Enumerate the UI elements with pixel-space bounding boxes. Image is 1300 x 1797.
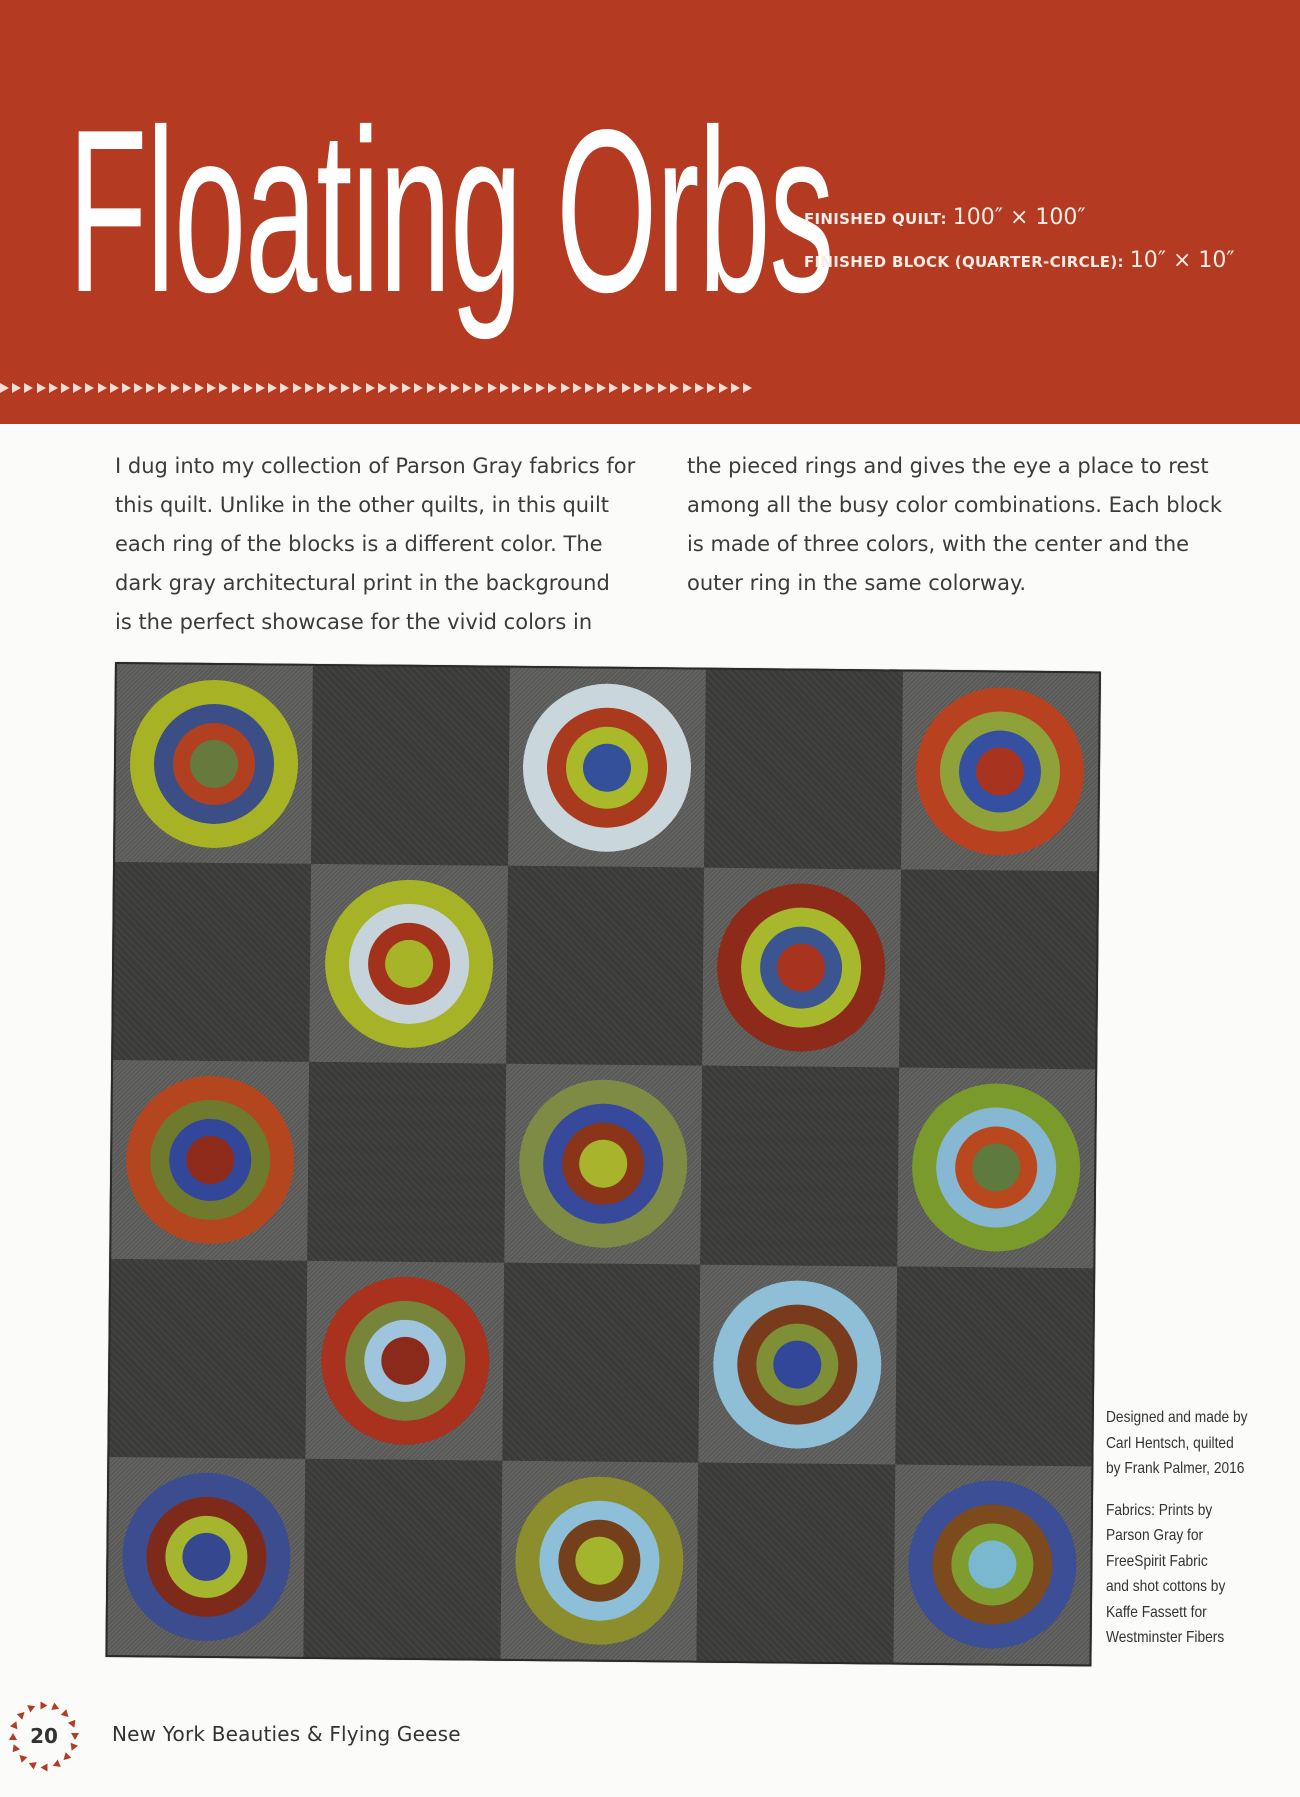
arrow-glyph-icon <box>37 383 46 393</box>
arrow-glyph-icon <box>183 383 192 393</box>
arrow-glyph-icon <box>12 383 21 393</box>
caption-line: Parson Gray for <box>1106 1527 1204 1544</box>
arrow-glyph-icon <box>61 383 70 393</box>
orb-ring <box>777 944 825 992</box>
caption-line: FreeSpirit Fabric <box>1106 1552 1208 1570</box>
quilt-block-plain <box>113 862 311 1062</box>
quilt-block-plain <box>506 866 704 1066</box>
triangle-ornament-icon <box>9 1733 17 1740</box>
quilt-block-plain <box>308 1062 506 1262</box>
arrow-glyph-icon <box>256 383 265 393</box>
text-line: this quilt. Unlike in the other quilts, in this quilt <box>115 493 610 517</box>
quilt-block-orb <box>504 1064 702 1264</box>
quilt-block-orb <box>702 868 900 1068</box>
spec-label: FINISHED QUILT: <box>804 210 947 228</box>
quilt-block-orb <box>897 1068 1095 1268</box>
arrow-glyph-icon <box>268 383 277 393</box>
quilt-block-orb <box>111 1060 309 1260</box>
arrow-glyph-icon <box>305 383 314 393</box>
arrow-glyph-icon <box>646 383 655 393</box>
arrow-glyph-icon <box>73 383 82 393</box>
paragraph <box>115 447 655 642</box>
arrow-glyph-icon <box>134 383 143 393</box>
quilt-block-orb <box>508 668 706 868</box>
arrow-glyph-icon <box>293 383 302 393</box>
caption-credits <box>1106 1405 1296 1482</box>
orb-ring <box>186 1136 234 1184</box>
quilt-block-plain <box>700 1066 898 1266</box>
arrow-glyph-icon <box>158 383 167 393</box>
quilt-block-orb <box>107 1457 305 1657</box>
orb-ring <box>384 940 432 988</box>
arrow-glyph-icon <box>378 383 387 393</box>
spec-finished-block <box>804 248 1235 291</box>
text-line: each ring of the blocks is a different color. The <box>115 532 603 556</box>
page-title: Floating Orbs <box>68 82 834 341</box>
arrow-glyph-icon <box>439 383 448 393</box>
orb-ring <box>972 1144 1020 1192</box>
arrow-glyph-icon <box>110 383 119 393</box>
arrow-glyph-icon <box>98 383 107 393</box>
quilt-specs <box>804 205 1235 291</box>
intro-text-right-column <box>687 447 1247 603</box>
quilt-block-orb <box>500 1461 698 1661</box>
orb-ring <box>381 1336 429 1384</box>
orb-ring <box>968 1540 1016 1588</box>
caption-line: and shot cottons by <box>1106 1578 1226 1595</box>
arrow-border-decoration <box>0 383 756 393</box>
orb-ring <box>575 1536 623 1584</box>
arrow-glyph-icon <box>24 383 33 393</box>
page-number: 20 <box>30 1724 58 1748</box>
text-line: outer ring in the same colorway. <box>687 571 1027 595</box>
quilt-photo <box>105 662 1101 1666</box>
arrow-glyph-icon <box>658 383 667 393</box>
quilt-block-plain <box>502 1262 700 1462</box>
caption-line: Fabrics: Prints by <box>1106 1501 1213 1519</box>
arrow-glyph-icon <box>146 383 155 393</box>
orb-ring <box>579 1140 627 1188</box>
arrow-glyph-icon <box>341 383 350 393</box>
intro-text-left-column <box>115 447 655 642</box>
arrow-glyph-icon <box>695 383 704 393</box>
arrow-glyph-icon <box>219 383 228 393</box>
arrow-glyph-icon <box>0 383 9 393</box>
triangle-ornament-icon <box>41 1701 48 1709</box>
arrow-glyph-icon <box>317 383 326 393</box>
quilt-block-plain <box>109 1259 307 1459</box>
arrow-glyph-icon <box>524 383 533 393</box>
arrow-glyph-icon <box>232 383 241 393</box>
arrow-glyph-icon <box>512 383 521 393</box>
spec-value: 10″ × 10″ <box>1129 248 1235 273</box>
triangle-ornament-icon <box>41 1763 48 1771</box>
arrow-glyph-icon <box>634 383 643 393</box>
arrow-glyph-icon <box>402 383 411 393</box>
arrow-glyph-icon <box>548 383 557 393</box>
arrow-glyph-icon <box>731 383 740 393</box>
arrow-glyph-icon <box>719 383 728 393</box>
arrow-glyph-icon <box>670 383 679 393</box>
arrow-glyph-icon <box>207 383 216 393</box>
text-line: is the perfect showcase for the vivid colors in <box>115 610 593 634</box>
arrow-glyph-icon <box>585 383 594 393</box>
quilt-block-orb <box>115 664 313 864</box>
photo-caption <box>1106 1405 1296 1667</box>
arrow-glyph-icon <box>573 383 582 393</box>
arrow-glyph-icon <box>536 383 545 393</box>
caption-fabrics <box>1106 1498 1296 1651</box>
arrow-glyph-icon <box>707 383 716 393</box>
caption-line: Kaffe Fassett for <box>1106 1603 1207 1621</box>
caption-line: by Frank Palmer, 2016 <box>1106 1460 1245 1477</box>
arrow-glyph-icon <box>427 383 436 393</box>
arrow-glyph-icon <box>475 383 484 393</box>
arrow-glyph-icon <box>171 383 180 393</box>
text-line: the pieced rings and gives the eye a place to rest <box>687 454 1209 478</box>
page-number-badge <box>8 1700 80 1772</box>
orb-ring <box>190 740 238 788</box>
arrow-glyph-icon <box>353 383 362 393</box>
quilt-block-orb <box>306 1260 504 1460</box>
arrow-glyph-icon <box>414 383 423 393</box>
triangle-ornament-icon <box>71 1733 79 1740</box>
text-line: I dug into my collection of Parson Gray fabrics for <box>115 454 636 478</box>
orb-ring <box>773 1340 821 1388</box>
paragraph <box>687 447 1247 603</box>
arrow-glyph-icon <box>451 383 460 393</box>
quilt-block-orb <box>699 1264 897 1464</box>
arrow-glyph-icon <box>49 383 58 393</box>
quilt-block-plain <box>704 670 902 870</box>
quilt-block-orb <box>893 1464 1091 1664</box>
arrow-glyph-icon <box>244 383 253 393</box>
quilt-block-orb <box>901 672 1099 872</box>
quilt-block-orb <box>310 864 508 1064</box>
caption-line: Carl Hentsch, quilted <box>1106 1434 1234 1452</box>
arrow-glyph-icon <box>122 383 131 393</box>
arrow-glyph-icon <box>366 383 375 393</box>
text-line: dark gray architectural print in the background <box>115 571 610 595</box>
arrow-glyph-icon <box>488 383 497 393</box>
title-banner <box>0 0 1300 424</box>
arrow-glyph-icon <box>85 383 94 393</box>
quilt-block-plain <box>311 666 509 866</box>
arrow-glyph-icon <box>329 383 338 393</box>
orb-ring <box>182 1533 230 1581</box>
spec-label: FINISHED BLOCK (QUARTER-CIRCLE): <box>804 253 1124 271</box>
quilt-block-plain <box>697 1462 895 1662</box>
arrow-glyph-icon <box>609 383 618 393</box>
caption-line: Designed and made by <box>1106 1409 1248 1426</box>
arrow-glyph-icon <box>500 383 509 393</box>
text-line: is made of three colors, with the center and the <box>687 532 1190 556</box>
text-line: among all the busy color combinations. Each block <box>687 493 1223 517</box>
arrow-glyph-icon <box>561 383 570 393</box>
spec-value: 100″ × 100″ <box>952 205 1086 230</box>
quilt-block-plain <box>899 870 1097 1070</box>
orb-ring <box>583 744 631 792</box>
caption-line: Westminster Fibers <box>1106 1629 1225 1646</box>
arrow-glyph-icon <box>622 383 631 393</box>
arrow-glyph-icon <box>683 383 692 393</box>
quilt-block-plain <box>304 1459 502 1659</box>
arrow-glyph-icon <box>195 383 204 393</box>
quilt-block-plain <box>895 1266 1093 1466</box>
running-footer-book-title: New York Beauties & Flying Geese <box>112 1722 461 1746</box>
spec-finished-quilt <box>804 205 1235 248</box>
arrow-glyph-icon <box>463 383 472 393</box>
arrow-glyph-icon <box>280 383 289 393</box>
arrow-glyph-icon <box>390 383 399 393</box>
arrow-glyph-icon <box>743 383 752 393</box>
arrow-glyph-icon <box>597 383 606 393</box>
orb-ring <box>976 747 1024 795</box>
